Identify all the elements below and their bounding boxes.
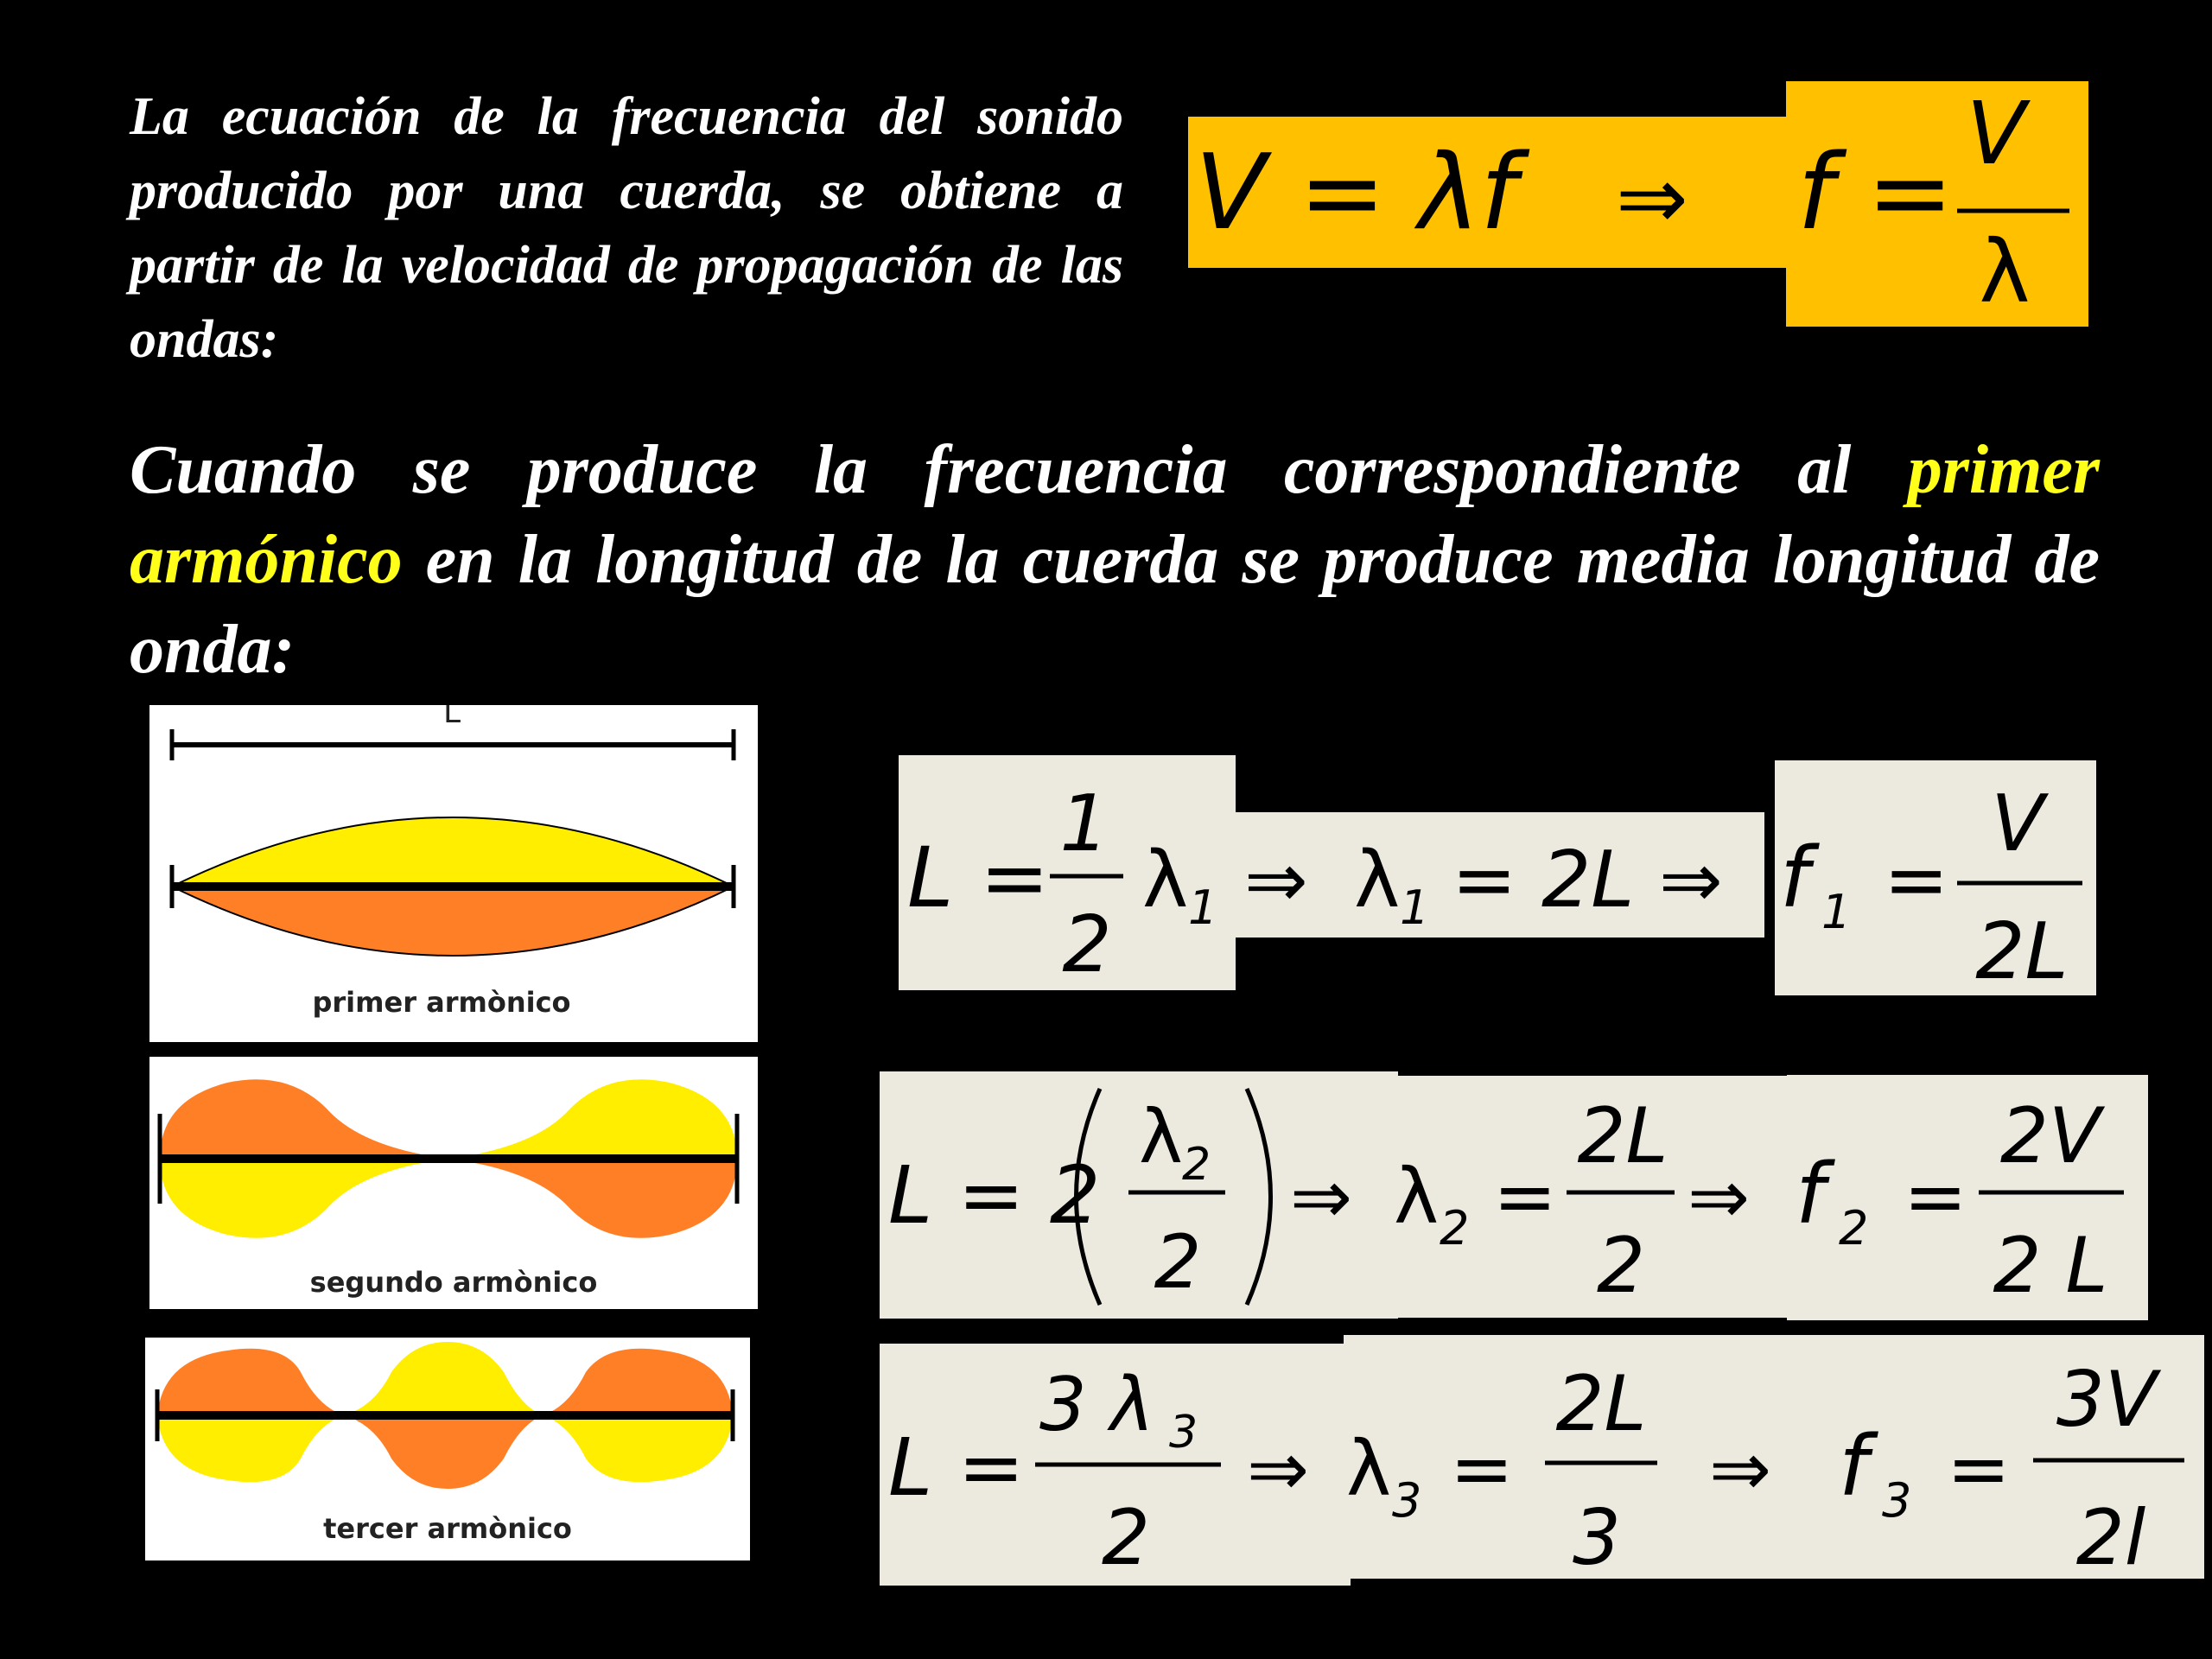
f1-num: V: [1991, 779, 2044, 869]
f2-arrow1: ⇒: [1290, 1154, 1353, 1241]
f3-den3: 2l: [2075, 1493, 2146, 1582]
f3-num3: 3V: [2056, 1355, 2158, 1444]
f1-frac-num: 1: [1059, 779, 1109, 869]
f3-lambda: λ: [1346, 1424, 1392, 1513]
lobe-2-upper: [448, 1079, 737, 1159]
f1-eq: =: [1884, 835, 1949, 925]
f2-paren-den: 2: [1154, 1219, 1202, 1306]
f1-arrow1: ⇒: [1244, 836, 1308, 925]
second-caption: segundo armònico: [309, 1266, 598, 1299]
f3-eq: =: [1450, 1424, 1514, 1513]
f3-arrow1: ⇒: [1247, 1427, 1310, 1513]
f1-arrow2: ⇒: [1659, 836, 1723, 925]
f2-paren-num: λ: [1139, 1094, 1183, 1180]
f1-den: 2L: [1975, 906, 2069, 997]
main-formula-left: V = λf: [1195, 133, 1517, 253]
first-harmonic-panel: [149, 705, 758, 1042]
paragraph-highlight: primer armónico: [130, 432, 2100, 598]
f2-arrow2: ⇒: [1688, 1154, 1751, 1241]
f1-eq-2L: = 2L: [1452, 835, 1635, 925]
upper-lobe: [172, 817, 734, 887]
f3-arrow2: ⇒: [1709, 1427, 1772, 1513]
first-harmonic-diagram: [149, 705, 758, 1042]
f1-sub1b: 1: [1400, 880, 1430, 935]
lobe-1-upper: [160, 1079, 448, 1159]
lobe-3-lower: [543, 1415, 733, 1482]
f2-f: f: [1796, 1146, 1825, 1243]
f1-lambda-eq: λ: [1354, 835, 1401, 925]
lobe-1-upper: [157, 1349, 344, 1415]
lobe-1-lower: [157, 1415, 344, 1482]
f1-sub1: 1: [1188, 880, 1218, 935]
f1-L-eq: L =: [907, 830, 1050, 926]
third-harmonic-diagram: [145, 1338, 750, 1560]
formula-second-harmonic: [880, 1071, 2150, 1322]
main-formula: [1188, 81, 2091, 327]
f3-f: f: [1839, 1418, 1868, 1515]
f2-paren-right: [1247, 1089, 1271, 1305]
f2-num2: 2V: [1999, 1091, 2101, 1180]
main-formula-f: f =: [1797, 133, 1954, 253]
f1-f: f: [1780, 830, 1809, 926]
f3-den1: 2: [1102, 1493, 1150, 1582]
f2-den1: 2: [1597, 1221, 1645, 1310]
lobe-2-lower: [448, 1159, 737, 1238]
f1-sub-f: 1: [1821, 885, 1852, 939]
f2-L-eq: L = 2: [888, 1149, 1101, 1242]
f2-num1: 2L: [1577, 1091, 1669, 1180]
f3-num1-sub: 3: [1169, 1407, 1198, 1459]
formula-third-harmonic: [880, 1335, 2202, 1586]
f1-frac-den: 2: [1062, 899, 1112, 990]
intro-text: La ecuación de la frecuencia del sonido producido por una cuerda, se obtiene a partir de la velocidad de propagación de las ondas:: [130, 87, 1123, 369]
paragraph: [130, 425, 2100, 695]
third-caption: tercer armònico: [323, 1512, 572, 1545]
f3-num1: 3 λ: [1039, 1362, 1154, 1448]
paragraph-part2: en la longitud de la cuerda se produce media longitud de onda:: [130, 522, 2100, 688]
f2-sub-f: 2: [1839, 1201, 1869, 1255]
f3-den2: 3: [1573, 1493, 1621, 1582]
main-formula-denominator: λ: [1979, 221, 2031, 322]
f2-paren-sub: 2: [1182, 1139, 1211, 1191]
lobe-2-upper: [344, 1342, 543, 1415]
second-harmonic-panel: [149, 1057, 758, 1309]
paragraph-part1: Cuando se produce la frecuencia correspondiente al: [130, 432, 1908, 508]
lower-lobe: [172, 887, 734, 956]
lobe-1-lower: [160, 1159, 448, 1238]
f1-lambda1: λ: [1142, 835, 1189, 925]
f3-sub-f: 3: [1882, 1473, 1912, 1528]
second-harmonic-diagram: [149, 1057, 758, 1309]
main-formula-arrow: ⇒: [1616, 148, 1688, 249]
f2-lambda: λ: [1394, 1152, 1440, 1241]
f3-eq2: =: [1947, 1424, 2011, 1513]
f3-L-eq: L =: [888, 1421, 1025, 1514]
length-label: L: [442, 705, 461, 730]
f2-eq: =: [1493, 1152, 1557, 1241]
f2-sub: 2: [1440, 1201, 1470, 1255]
f2-eq2: =: [1904, 1152, 1967, 1241]
f2-den2: 2 L: [1993, 1221, 2108, 1310]
formula-first-harmonic: [899, 755, 2100, 997]
lobe-3-upper: [543, 1349, 733, 1415]
f3-num2: 2L: [1555, 1359, 1647, 1448]
lobe-2-lower: [344, 1415, 543, 1489]
main-formula-numerator: V: [1966, 83, 2026, 184]
f3-sub: 3: [1392, 1473, 1422, 1528]
first-caption: primer armònico: [312, 986, 571, 1019]
third-harmonic-panel: [145, 1338, 750, 1560]
